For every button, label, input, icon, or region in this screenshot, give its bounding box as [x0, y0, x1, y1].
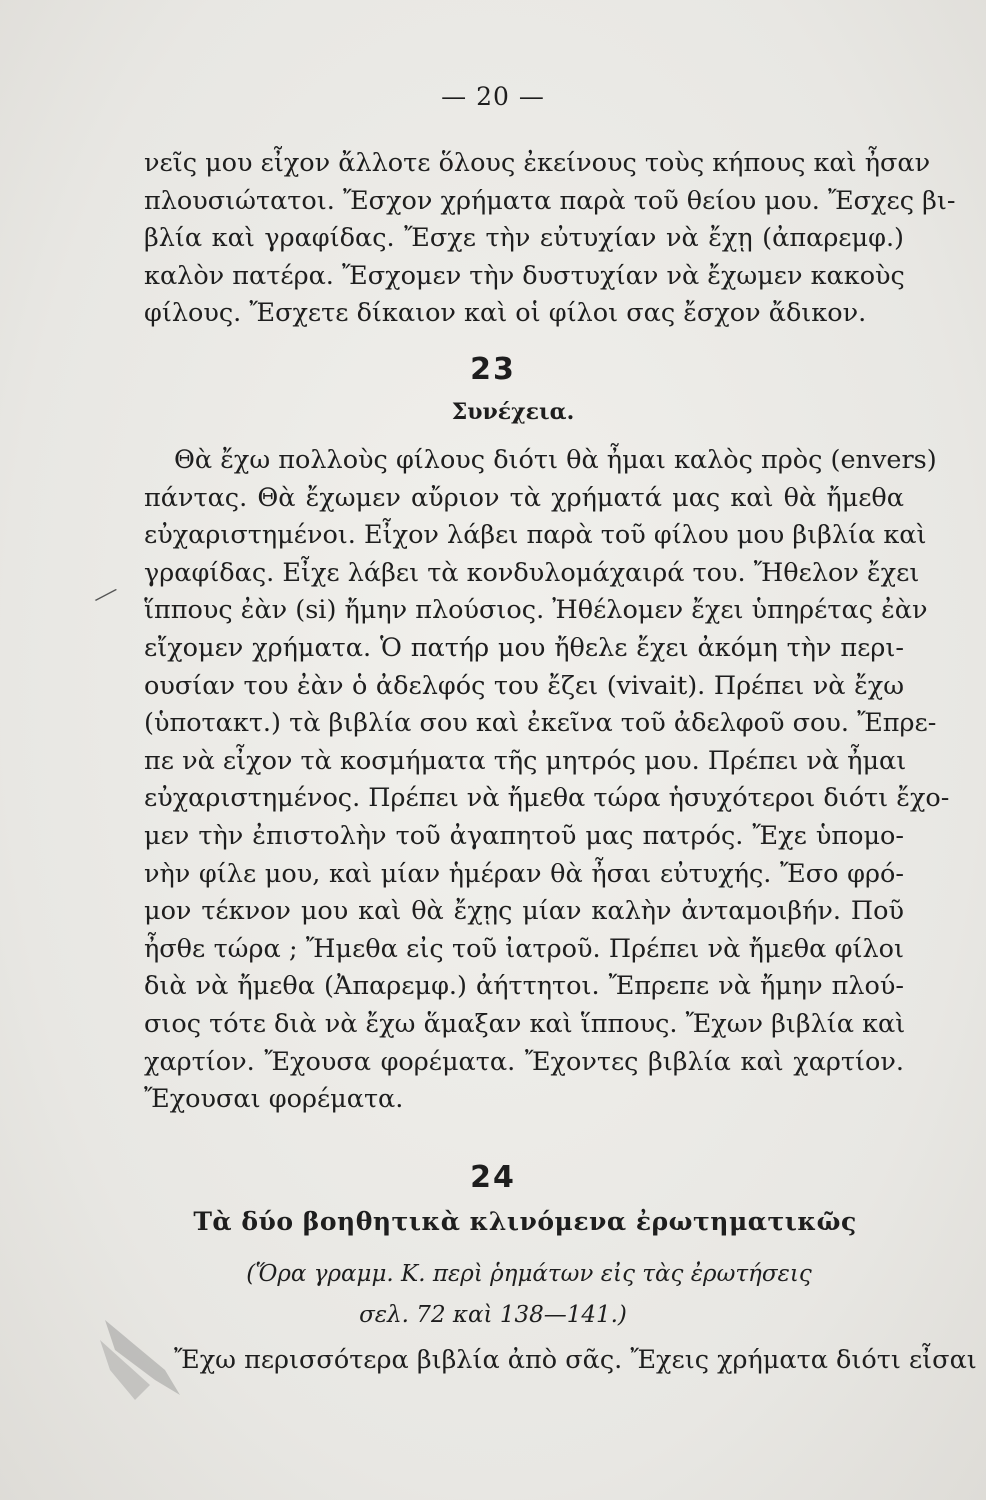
section-title: Τὰ δύο βοηθητικὰ κλινόμενα ἐρωτηματικῶς [193, 1207, 857, 1236]
text-line: Ἔχω περισσότερα βιβλία ἀπὸ σᾶς. Ἔχεις χρήματα διότι εἶσαι [174, 1345, 977, 1375]
text-line: ἦσθε τώρα ; Ἤμεθα εἰς τοῦ ἰατροῦ. Πρέπει νὰ ἤμεθα φίλοι [144, 933, 904, 964]
text-line: διὰ νὰ ἤμεθα (Ἀπαρεμφ.) ἀήττητοι. Ἔπρεπε νὰ ἤμην πλού- [144, 971, 904, 1002]
text-line: εὐχαριστημένος. Πρέπει νὰ ἤμεθα τώρα ἡσυχότεροι διότι ἔχο- [144, 783, 950, 814]
text-line: εἴχομεν χρήματα. Ὁ πατήρ μου ἤθελε ἔχει ἀκόμη τὴν περι- [144, 632, 904, 663]
text-line: μεν τὴν ἐπιστολὴν τοῦ ἀγαπητοῦ μας πατρός. Ἔχε ὑπομο- [144, 820, 904, 851]
text-line: Θὰ ἔχω πολλοὺς φίλους διότι θὰ ἦμαι καλὸς πρὸς (envers) [174, 445, 937, 475]
text-line: σιος τότε διὰ νὰ ἔχω ἅμαξαν καὶ ἵππους. Ἔχων βιβλία καὶ [144, 1008, 906, 1039]
text-line: μον τέκνον μου καὶ θὰ ἔχῃς μίαν καλὴν ἀνταμοιβήν. Ποῦ [144, 896, 904, 927]
ink-smudge-icon [95, 1300, 190, 1410]
section-title: Συνέχεια. [451, 399, 575, 425]
section-body [144, 442, 950, 1119]
reference-note: σελ. 72 καὶ 138—141.) [359, 1302, 627, 1328]
text-line: βλία καὶ γραφίδας. Ἔσχε τὴν εὐτυχίαν νὰ ἔχῃ (ἀπαρεμφ.) [144, 223, 904, 254]
text-line: χαρτίον. Ἔχουσα φορέματα. Ἔχοντες βιβλία καὶ χαρτίον. [144, 1046, 904, 1077]
text-line: πλουσιώτατοι. Ἔσχον χρήματα παρὰ τοῦ θείου μου. Ἔσχες βι- [144, 185, 956, 216]
text-line: ἵππους ἐὰν (si) ἤμην πλούσιος. Ἠθέλομεν ἔχει ὑπηρέτας ἐὰν [144, 595, 928, 626]
paragraph-continuation [144, 145, 956, 333]
text-line: γραφίδας. Εἶχε λάβει τὰ κονδυλομάχαιρά του. Ἤθελον ἔχει [144, 557, 920, 588]
text-line: φίλους. Ἔσχετε δίκαιον καὶ οἱ φίλοι σας ἔσχον ἄδικον. [144, 298, 867, 329]
page-number: — 20 — [441, 82, 545, 111]
text-line: πάντας. Θὰ ἔχωμεν αὔριον τὰ χρήματά μας καὶ θὰ ἤμεθα [144, 482, 904, 513]
text-line: Ἔχουσαι φορέματα. [144, 1084, 404, 1115]
text-line: νεῖς μου εἶχον ἄλλοτε ὅλους ἐκείνους τοὺς κήπους καὶ ἦσαν [144, 148, 931, 178]
text-line: νὴν φίλε μου, καὶ μίαν ἡμέραν θὰ ἦσαι εὐτυχής. Ἔσο φρό- [144, 858, 904, 889]
section-number: 24 [470, 1160, 516, 1195]
text-line: (ὑποτακτ.) τὰ βιβλία σου καὶ ἐκεῖνα τοῦ ἀδελφοῦ σου. Ἔπρε- [144, 708, 937, 739]
section-number: 23 [470, 352, 516, 387]
margin-mark-icon: ╱ [94, 583, 116, 608]
text-line: καλὸν πατέρα. Ἔσχομεν τὴν δυστυχίαν νὰ ἔχωμεν κακοὺς [144, 260, 905, 291]
section-body [144, 1342, 977, 1380]
text-line: ουσίαν του ἐὰν ὁ ἀδελφός του ἔζει (vivait). Πρέπει νὰ ἔχω [144, 670, 904, 701]
text-line: εὐχαριστημένοι. Εἶχον λάβει παρὰ τοῦ φίλου μου βιβλία καὶ [144, 520, 927, 551]
reference-note: (Ὅρα γραμμ. Κ. περὶ ῥημάτων εἰς τὰς ἐρωτήσεις [246, 1261, 812, 1287]
text-line: πε νὰ εἶχον τὰ κοσμήματα τῆς μητρός μου. Πρέπει νὰ ἦμαι [144, 745, 907, 776]
